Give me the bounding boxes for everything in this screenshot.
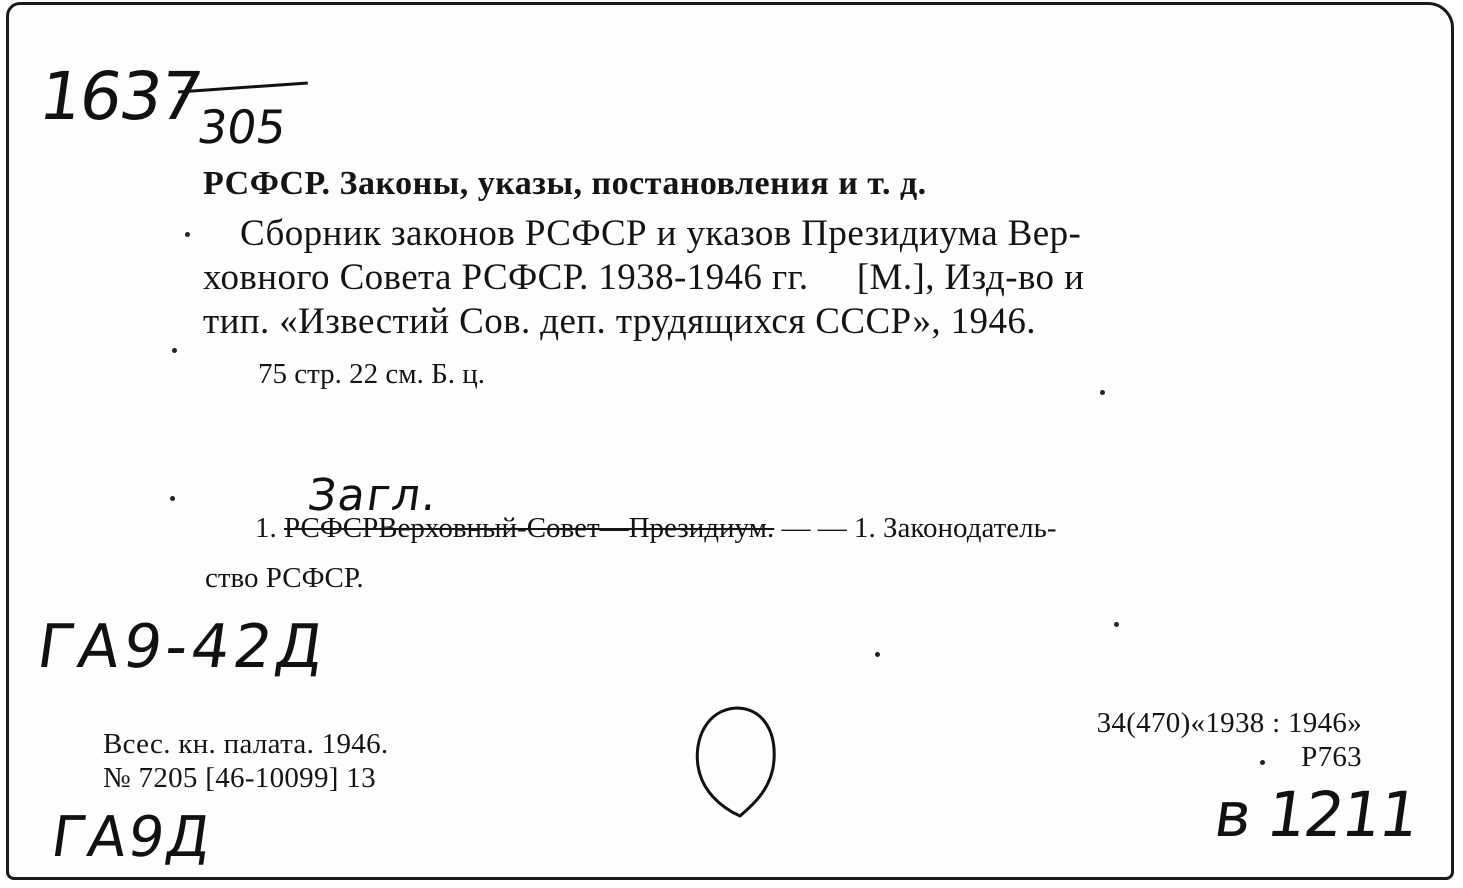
struck-rest: Верховный-Совет—Президиум.	[378, 512, 775, 544]
call-number-fraction: 305	[194, 100, 290, 154]
speck	[1114, 622, 1119, 627]
subject-number: 1.	[255, 512, 277, 544]
subject-dashes: — —	[781, 512, 847, 544]
speck	[875, 652, 880, 657]
speck	[170, 496, 175, 501]
card-hole	[688, 700, 788, 825]
title-line-1: Сборник законов РСФСР и указов Президиума Вер-	[240, 213, 1082, 254]
handwritten-inventory: в 1211	[1209, 778, 1423, 851]
speck	[1100, 390, 1105, 395]
book-chamber-line-1: Всес. кн. палата. 1946.	[103, 728, 389, 760]
call-number-top: 1637	[34, 58, 206, 135]
subject-second: 1. Законодатель-	[854, 512, 1057, 544]
title-line-3: тип. «Известий Сов. деп. трудящихся СССР», 1946.	[203, 301, 1036, 342]
shelf-mark-handwritten: ГА9-42Д	[33, 612, 332, 682]
speck	[172, 348, 177, 353]
struck-heading: РСФСР	[284, 512, 379, 544]
subject-continuation: ство РСФСР.	[205, 562, 364, 594]
speck	[185, 232, 190, 237]
speck	[1260, 760, 1265, 765]
handwritten-correction: Загл.	[304, 470, 442, 521]
title-line-2: ховного Совета РСФСР. 1938-1946 гг. [М.], Изд-во и	[203, 257, 1085, 298]
book-chamber-line-2: № 7205 [46-10099] 13	[103, 762, 376, 794]
extent: 75 стр. 22 см. Б. ц.	[258, 358, 486, 390]
handwritten-bottom-left: ГА9Д	[47, 805, 217, 870]
classification-code: 34(470)«1938 : 1946»	[1096, 707, 1362, 739]
heading: РСФСР. Законы, указы, постановления и т. д.	[203, 165, 927, 202]
author-mark: Р763	[1301, 741, 1362, 773]
subject-entry	[255, 512, 1056, 545]
